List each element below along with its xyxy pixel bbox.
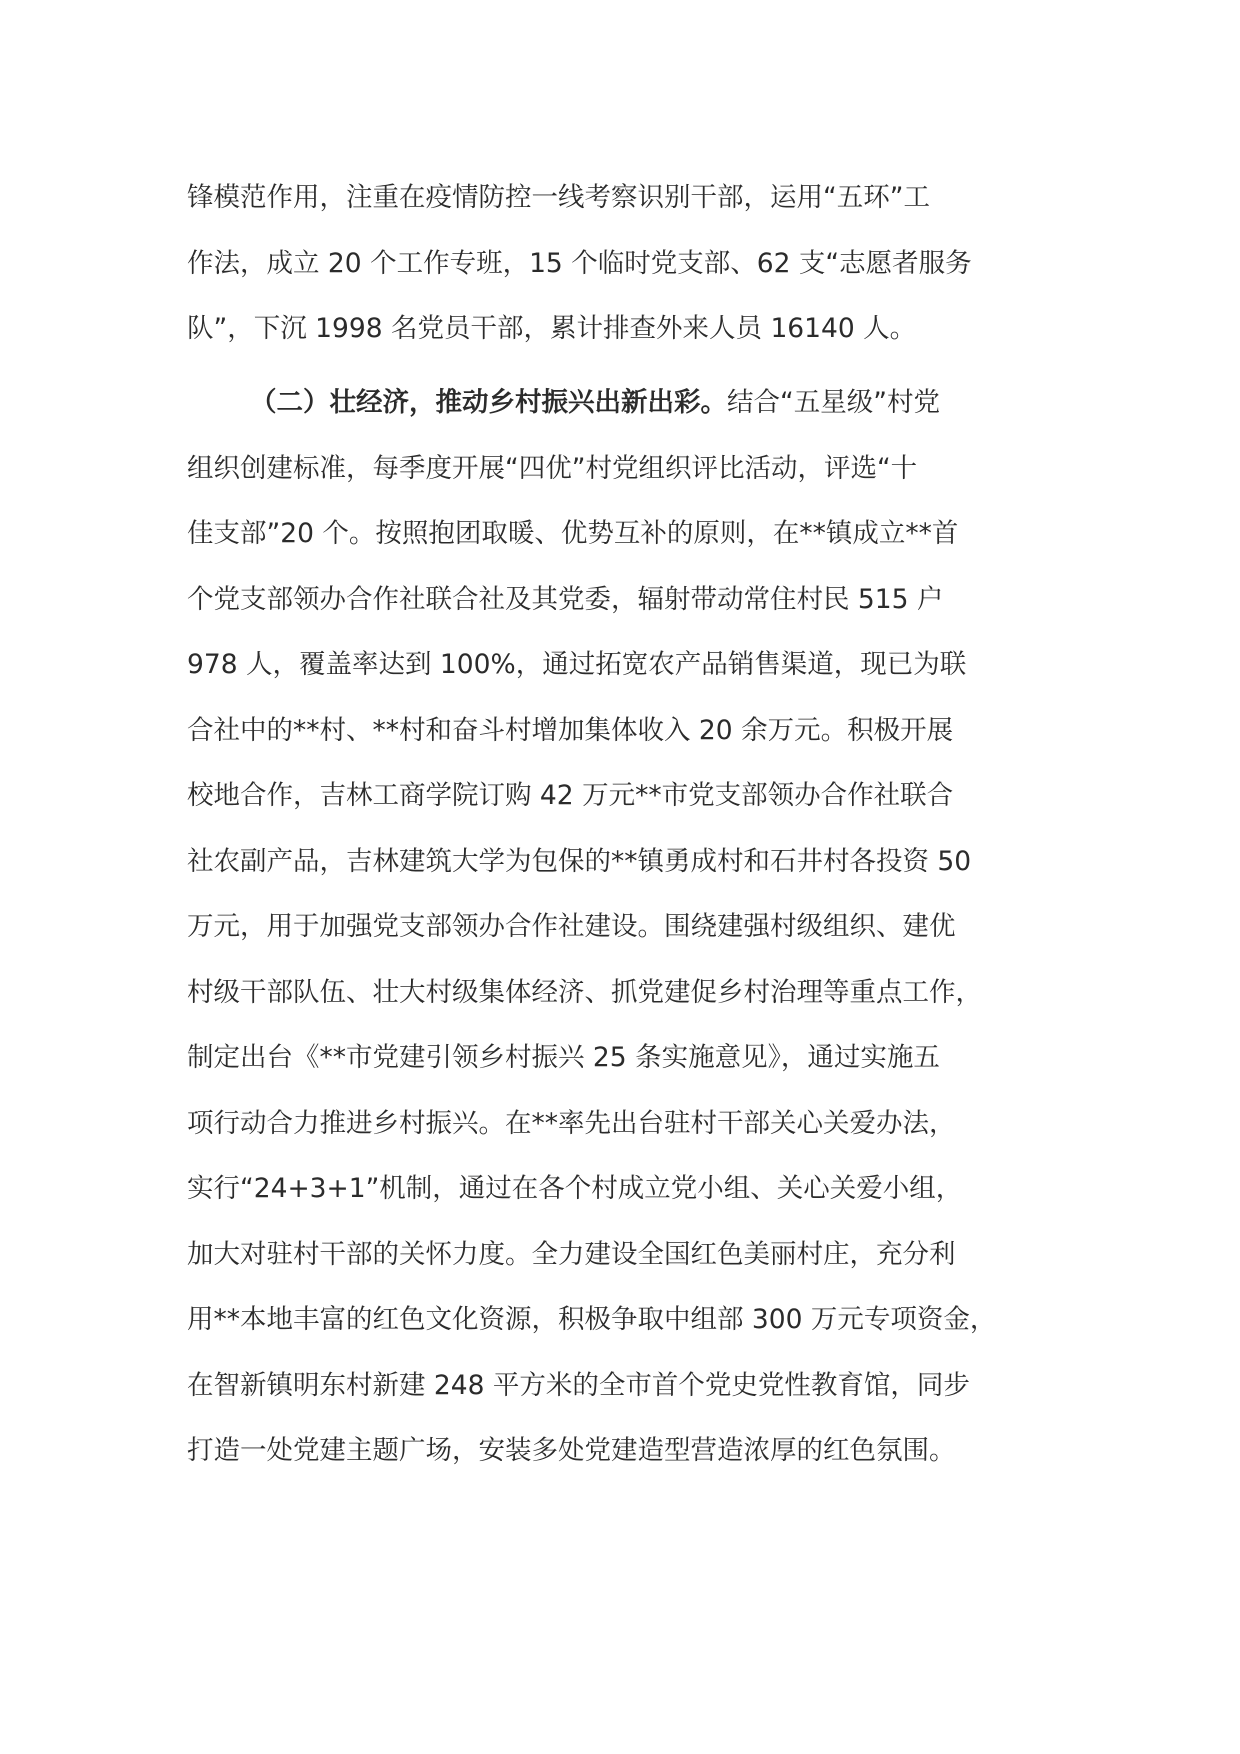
paragraph-continued [187,165,1067,362]
text-line: 项行动合力推进乡村振兴。在**率先出台驻村干部关心关爱办法， [187,1107,956,1139]
text-line: 组织创建标准，每季度开展“四优”村党组织评比活动，评选“十 [187,452,918,484]
text-line: 队”，下沉 1998 名党员干部，累计排查外来人员 16140 人。 [187,313,917,344]
text-line: 佳支部”20 个。按照抱团取暖、优势互补的原则，在**镇成立**首 [187,518,959,549]
text-line: 社农副产品，吉林建筑大学为包保的**镇勇成村和石井村各投资 50 [187,845,972,877]
text-line: 个党支部领办合作社联合社及其党委，辐射带动常住村民 515 户 [187,583,944,615]
text-line: 制定出台《**市党建引领乡村振兴 25 条实施意见》，通过实施五 [187,1042,940,1073]
text-line: 用**本地丰富的红色文化资源，积极争取中组部 300 万元专项资金， [187,1304,997,1335]
section-heading: （二）壮经济，推动乡村振兴出新出彩。 [250,387,727,418]
text-line: 作法，成立 20 个工作专班，15 个临时党支部、62 支“志愿者服务 [187,247,972,279]
text-line: 万元，用于加强党支部领办合作社建设。围绕建强村级组织、建优 [187,911,956,942]
paragraph-first-line [187,370,1067,436]
text-line: 实行“24+3+1”机制，通过在各个村成立党小组、关心关爱小组， [187,1173,963,1204]
text-line: 978 人，覆盖率达到 100%，通过拓宽农产品销售渠道，现已为联 [187,649,967,680]
text-line: 打造一处党建主题广场，安装多处党建造型营造浓厚的红色氛围。 [187,1435,956,1466]
text-line: 合社中的**村、**村和奋斗村增加集体收入 20 余万元。积极开展 [187,714,954,746]
text-run: 结合“五星级”村党 [727,387,940,418]
paragraph-economy [187,370,1067,1484]
text-line: 村级干部队伍、壮大村级集体经济、抓党建促乡村治理等重点工作， [187,976,982,1008]
text-line: 在智新镇明东村新建 248 平方米的全市首个党史党性教育馆，同步 [187,1369,970,1401]
text-line: 校地合作，吉林工商学院订购 42 万元**市党支部领办合作社联合 [187,780,954,811]
text-line: 锋模范作用，注重在疫情防控一线考察识别干部，运用“五环”工 [187,182,930,213]
text-line: 加大对驻村干部的关怀力度。全力建设全国红色美丽村庄，充分利 [187,1238,956,1270]
